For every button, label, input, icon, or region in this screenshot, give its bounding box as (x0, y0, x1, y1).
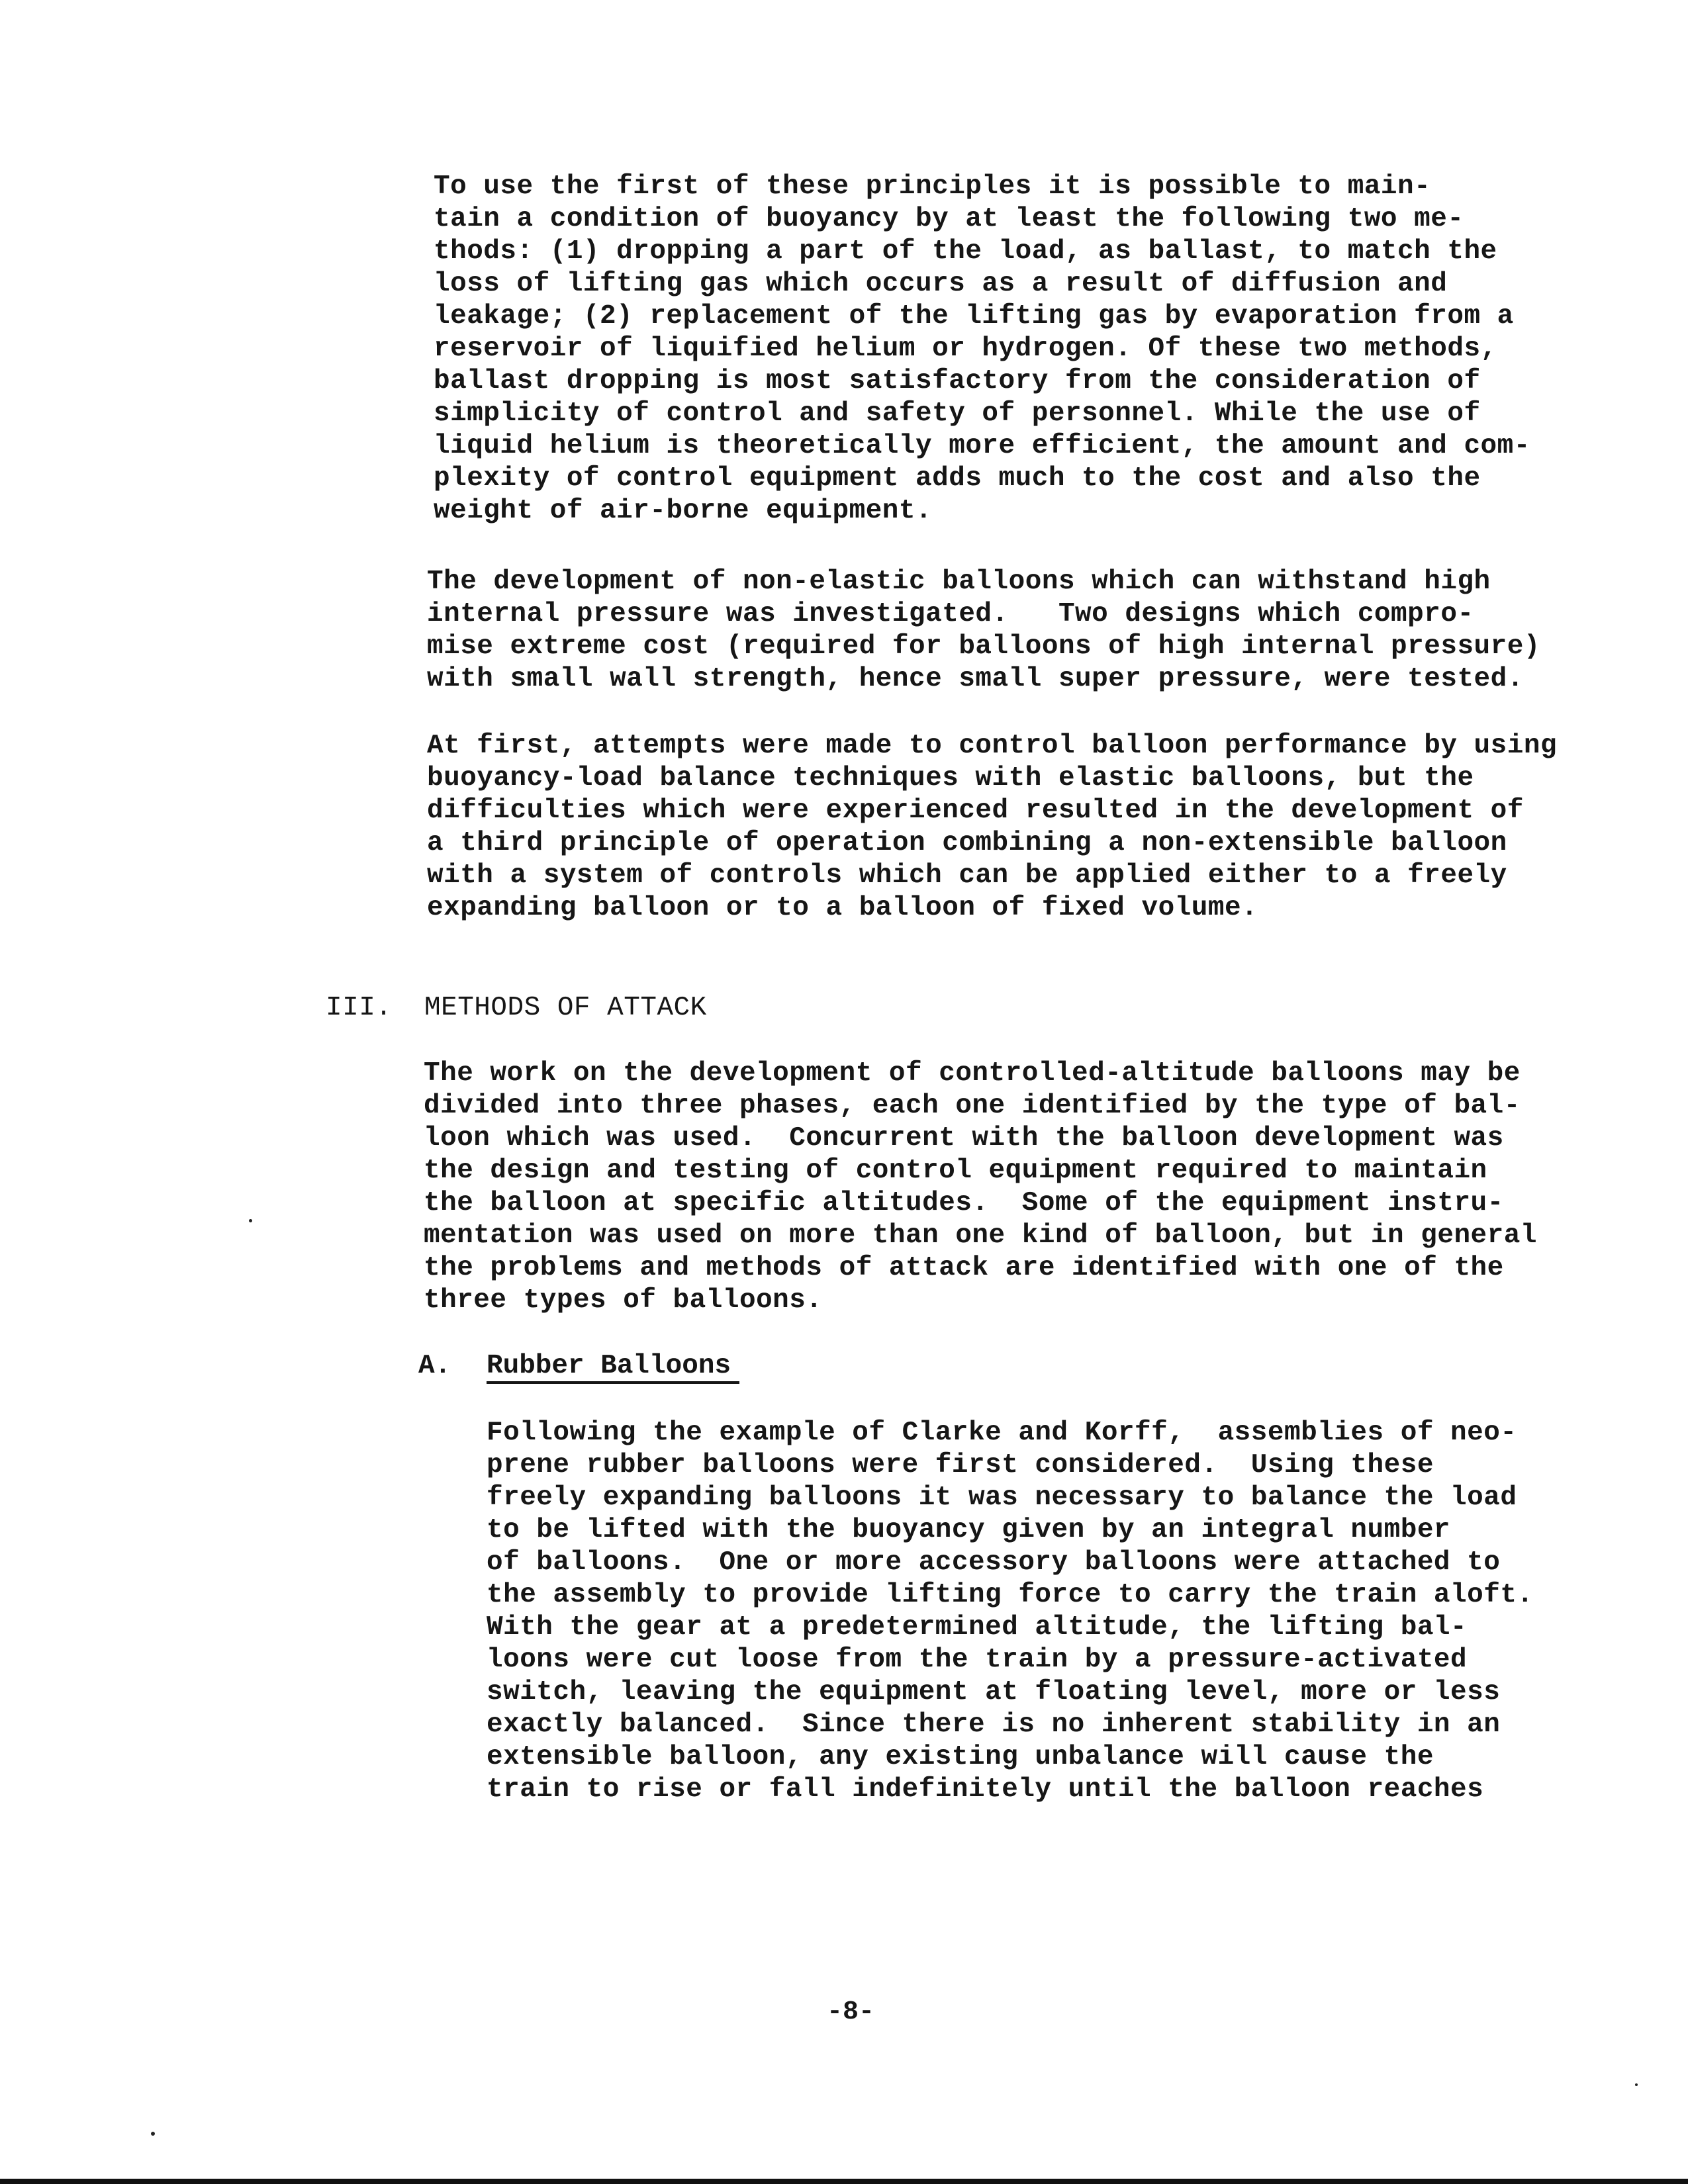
text-line: divided into three phases, each one identified by the type of bal- (424, 1091, 1521, 1121)
text-line: extensible balloon, any existing unbalance will cause the (487, 1742, 1434, 1772)
text-line: with a system of controls which can be applied either to a freely (427, 860, 1507, 891)
text-line: switch, leaving the equipment at floating level, more or less (487, 1677, 1501, 1707)
text-line: ballast dropping is most satisfactory from the consideration of (434, 366, 1481, 396)
text-line: loons were cut loose from the train by a pressure-activated (487, 1645, 1468, 1675)
section-numeral: III. (326, 993, 393, 1023)
text-line: loon which was used. Concurrent with the balloon development was (424, 1123, 1504, 1154)
subsection-underline (487, 1381, 739, 1384)
text-line: freely expanding balloons it was necessary to balance the load (487, 1482, 1517, 1513)
subsection-letter: A. (418, 1351, 451, 1381)
text-line: mentation was used on more than one kind of balloon, but in general (424, 1220, 1537, 1251)
text-line: liquid helium is theoretically more efficient, the amount and com- (434, 431, 1530, 461)
text-line: reservoir of liquified helium or hydrogen. Of these two methods, (434, 334, 1497, 364)
text-line: To use the first of these principles it is possible to main- (434, 171, 1431, 202)
text-line: expanding balloon or to a balloon of fixed volume. (427, 893, 1258, 923)
text-line: plexity of control equipment adds much to the cost and also the (434, 463, 1481, 494)
text-line: the problems and methods of attack are identified with one of the (424, 1253, 1504, 1283)
text-line: of balloons. One or more accessory balloons were attached to (487, 1547, 1501, 1578)
text-line: a third principle of operation combining a non-extensible balloon (427, 828, 1507, 858)
text-line: three types of balloons. (424, 1285, 823, 1316)
text-line: internal pressure was investigated. Two designs which compro- (427, 599, 1474, 629)
text-line: the assembly to provide lifting force to carry the train aloft. (487, 1580, 1534, 1610)
text-line: difficulties which were experienced resulted in the development of (427, 796, 1524, 826)
scan-speck (249, 1219, 252, 1222)
text-line: Following the example of Clarke and Korff, assemblies of neo- (487, 1418, 1517, 1448)
scan-speck (1635, 2083, 1638, 2086)
text-line: The development of non-elastic balloons which can withstand high (427, 567, 1491, 597)
text-line: to be lifted with the buoyancy given by an integral number (487, 1515, 1451, 1545)
text-line: with small wall strength, hence small super pressure, were tested. (427, 664, 1524, 694)
text-line: loss of lifting gas which occurs as a result of diffusion and (434, 269, 1448, 299)
text-line: exactly balanced. Since there is no inherent stability in an (487, 1709, 1501, 1740)
text-line: With the gear at a predetermined altitude, the lifting bal- (487, 1612, 1468, 1643)
text-line: train to rise or fall indefinitely until the balloon reaches (487, 1774, 1484, 1805)
text-line: buoyancy-load balance techniques with elastic balloons, but the (427, 763, 1474, 794)
text-line: mise extreme cost (required for balloons of high internal pressure) (427, 631, 1540, 662)
text-line: weight of air-borne equipment. (434, 496, 933, 526)
text-line: thods: (1) dropping a part of the load, as ballast, to match the (434, 236, 1497, 267)
scan-bottom-edge (0, 2179, 1688, 2184)
text-line: simplicity of control and safety of personnel. While the use of (434, 398, 1481, 429)
text-line: prene rubber balloons were first considered. Using these (487, 1450, 1434, 1480)
text-line: tain a condition of buoyancy by at least the following two me- (434, 204, 1464, 234)
text-line: The work on the development of controlled-altitude balloons may be (424, 1058, 1521, 1089)
text-line: At first, attempts were made to control balloon performance by using (427, 731, 1558, 761)
scan-speck (151, 2132, 155, 2136)
subsection-title: Rubber Balloons (487, 1351, 731, 1381)
text-line: the balloon at specific altitudes. Some of the equipment instru- (424, 1188, 1504, 1218)
section-title: METHODS OF ATTACK (424, 993, 707, 1023)
text-line: the design and testing of control equipment required to maintain (424, 1156, 1487, 1186)
page-number: -8- (827, 1997, 875, 2027)
text-line: leakage; (2) replacement of the lifting gas by evaporation from a (434, 301, 1514, 332)
